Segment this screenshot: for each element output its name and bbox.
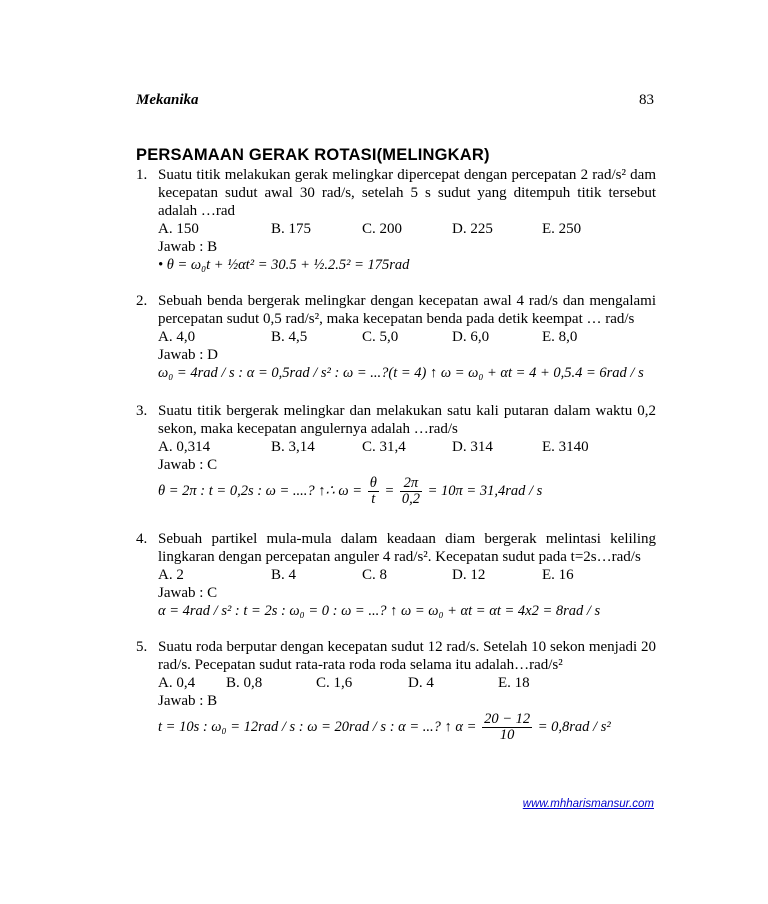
fraction-denominator: 10 bbox=[499, 727, 515, 743]
solution bbox=[158, 712, 656, 743]
question-text: Suatu roda berputar dengan kecepatan sudut 12 rad/s. Setelah 10 sekon menjadi 20 rad/s. Pecepatan sudut rata-rata roda roda selama itu adalah…rad/s² bbox=[158, 639, 656, 673]
option-a: A. 2 bbox=[158, 567, 184, 583]
fraction-denominator: t bbox=[371, 491, 376, 507]
question-3 bbox=[136, 402, 656, 507]
options bbox=[158, 328, 656, 346]
option-d: D. 4 bbox=[408, 675, 434, 691]
question-number: 4. bbox=[136, 531, 148, 547]
option-e: E. 18 bbox=[498, 675, 530, 691]
question-1 bbox=[136, 166, 656, 274]
option-a: A. 4,0 bbox=[158, 329, 196, 345]
solution: α = 4rad / s² : t = 2s : ω₀ = 0 : ω = ...? ↑ ω = ω₀ + αt = αt = 4x2 = 8rad / s bbox=[158, 603, 601, 619]
question-number: 3. bbox=[136, 403, 148, 419]
option-e: E. 8,0 bbox=[542, 329, 578, 345]
fraction-numerator: θ bbox=[369, 475, 377, 491]
solution-prefix: θ = 2π : t = 0,2s : ω = ....? ↑∴ ω = bbox=[158, 482, 363, 499]
option-b: B. 4 bbox=[271, 567, 297, 583]
question-text: Suatu titik melakukan gerak melingkar dipercepat dengan percepatan 2 rad/s² dam kecepatan sudut awal 30 rad/s, setelah 5 s sudut yang ditempuh titik tersebut adalah …rad bbox=[158, 167, 656, 219]
solution: • θ = ω₀t + ½αt² = 30.5 + ½.2.5² = 175rad bbox=[158, 257, 410, 273]
answer-key: Jawab : B bbox=[158, 693, 218, 709]
option-c: C. 8 bbox=[362, 567, 388, 583]
option-c: C. 1,6 bbox=[316, 675, 353, 691]
fraction-denominator: 0,2 bbox=[401, 491, 420, 507]
solution: ω₀ = 4rad / s : α = 0,5rad / s² : ω = ...?(t = 4) ↑ ω = ω₀ + αt = 4 + 0,5.4 = 6rad / s bbox=[158, 365, 644, 381]
question-5 bbox=[136, 638, 656, 743]
option-c: C. 200 bbox=[362, 221, 403, 237]
question-number: 1. bbox=[136, 167, 148, 183]
options bbox=[158, 566, 656, 584]
running-header-subject: Mekanika bbox=[136, 92, 199, 108]
option-d: D. 314 bbox=[452, 439, 493, 455]
solution-prefix: t = 10s : ω₀ = 12rad / s : ω = 20rad / s : α = ...? ↑ α = bbox=[158, 718, 477, 735]
question-text: Sebuah benda bergerak melingkar dengan kecepatan awal 4 rad/s dan mengalami percepatan sudut 0,5 rad/s², maka kecepatan benda pada detik keempat … rad/s bbox=[158, 293, 656, 327]
option-e: E. 250 bbox=[542, 221, 582, 237]
options bbox=[158, 220, 656, 238]
question-text: Sebuah partikel mula-mula dalam keadaan diam bergerak melintasi keliling lingkaran dengan percepatan anguler 4 rad/s². Kecepatan sudut pada t=2s…rad/s bbox=[158, 531, 656, 565]
option-d: D. 6,0 bbox=[452, 329, 490, 345]
question-number: 5. bbox=[136, 639, 148, 655]
option-d: D. 12 bbox=[452, 567, 486, 583]
answer-key: Jawab : C bbox=[158, 457, 218, 473]
fraction-numerator: 20 − 12 bbox=[484, 711, 531, 727]
option-d: D. 225 bbox=[452, 221, 493, 237]
question-4 bbox=[136, 530, 656, 620]
question-number: 2. bbox=[136, 293, 148, 309]
option-c: C. 5,0 bbox=[362, 329, 399, 345]
fraction-numerator: 2π bbox=[400, 476, 422, 492]
question-text: Suatu titik bergerak melingkar dan melakukan satu kali putaran dalam waktu 0,2 sekon, maka kecepatan angulernya adalah …rad/s bbox=[158, 403, 656, 437]
option-b: B. 3,14 bbox=[271, 439, 315, 455]
fraction bbox=[482, 712, 532, 743]
option-b: B. 175 bbox=[271, 221, 312, 237]
solution-suffix: = 10π = 31,4rad / s bbox=[427, 482, 543, 499]
solution bbox=[158, 476, 656, 507]
fraction bbox=[400, 476, 422, 507]
equals-sign: = bbox=[384, 482, 395, 499]
fraction bbox=[368, 476, 379, 507]
answer-key: Jawab : D bbox=[158, 347, 218, 363]
option-a: A. 0,4 bbox=[158, 675, 196, 691]
question-2 bbox=[136, 292, 656, 382]
option-e: E. 3140 bbox=[542, 439, 589, 455]
option-e: E. 16 bbox=[542, 567, 574, 583]
options bbox=[158, 674, 656, 692]
option-c: C. 31,4 bbox=[362, 439, 406, 455]
option-b: B. 4,5 bbox=[271, 329, 308, 345]
section-title: PERSAMAAN GERAK ROTASI(MELINGKAR) bbox=[136, 146, 490, 164]
page-number: 83 bbox=[639, 92, 654, 108]
options bbox=[158, 438, 656, 456]
answer-key: Jawab : C bbox=[158, 585, 218, 601]
option-b: B. 0,8 bbox=[226, 675, 263, 691]
footer-website-link[interactable]: www.mhharismansur.com bbox=[522, 798, 654, 810]
option-a: A. 150 bbox=[158, 221, 199, 237]
option-a: A. 0,314 bbox=[158, 439, 211, 455]
solution-suffix: = 0,8rad / s² bbox=[537, 718, 611, 735]
answer-key: Jawab : B bbox=[158, 239, 218, 255]
